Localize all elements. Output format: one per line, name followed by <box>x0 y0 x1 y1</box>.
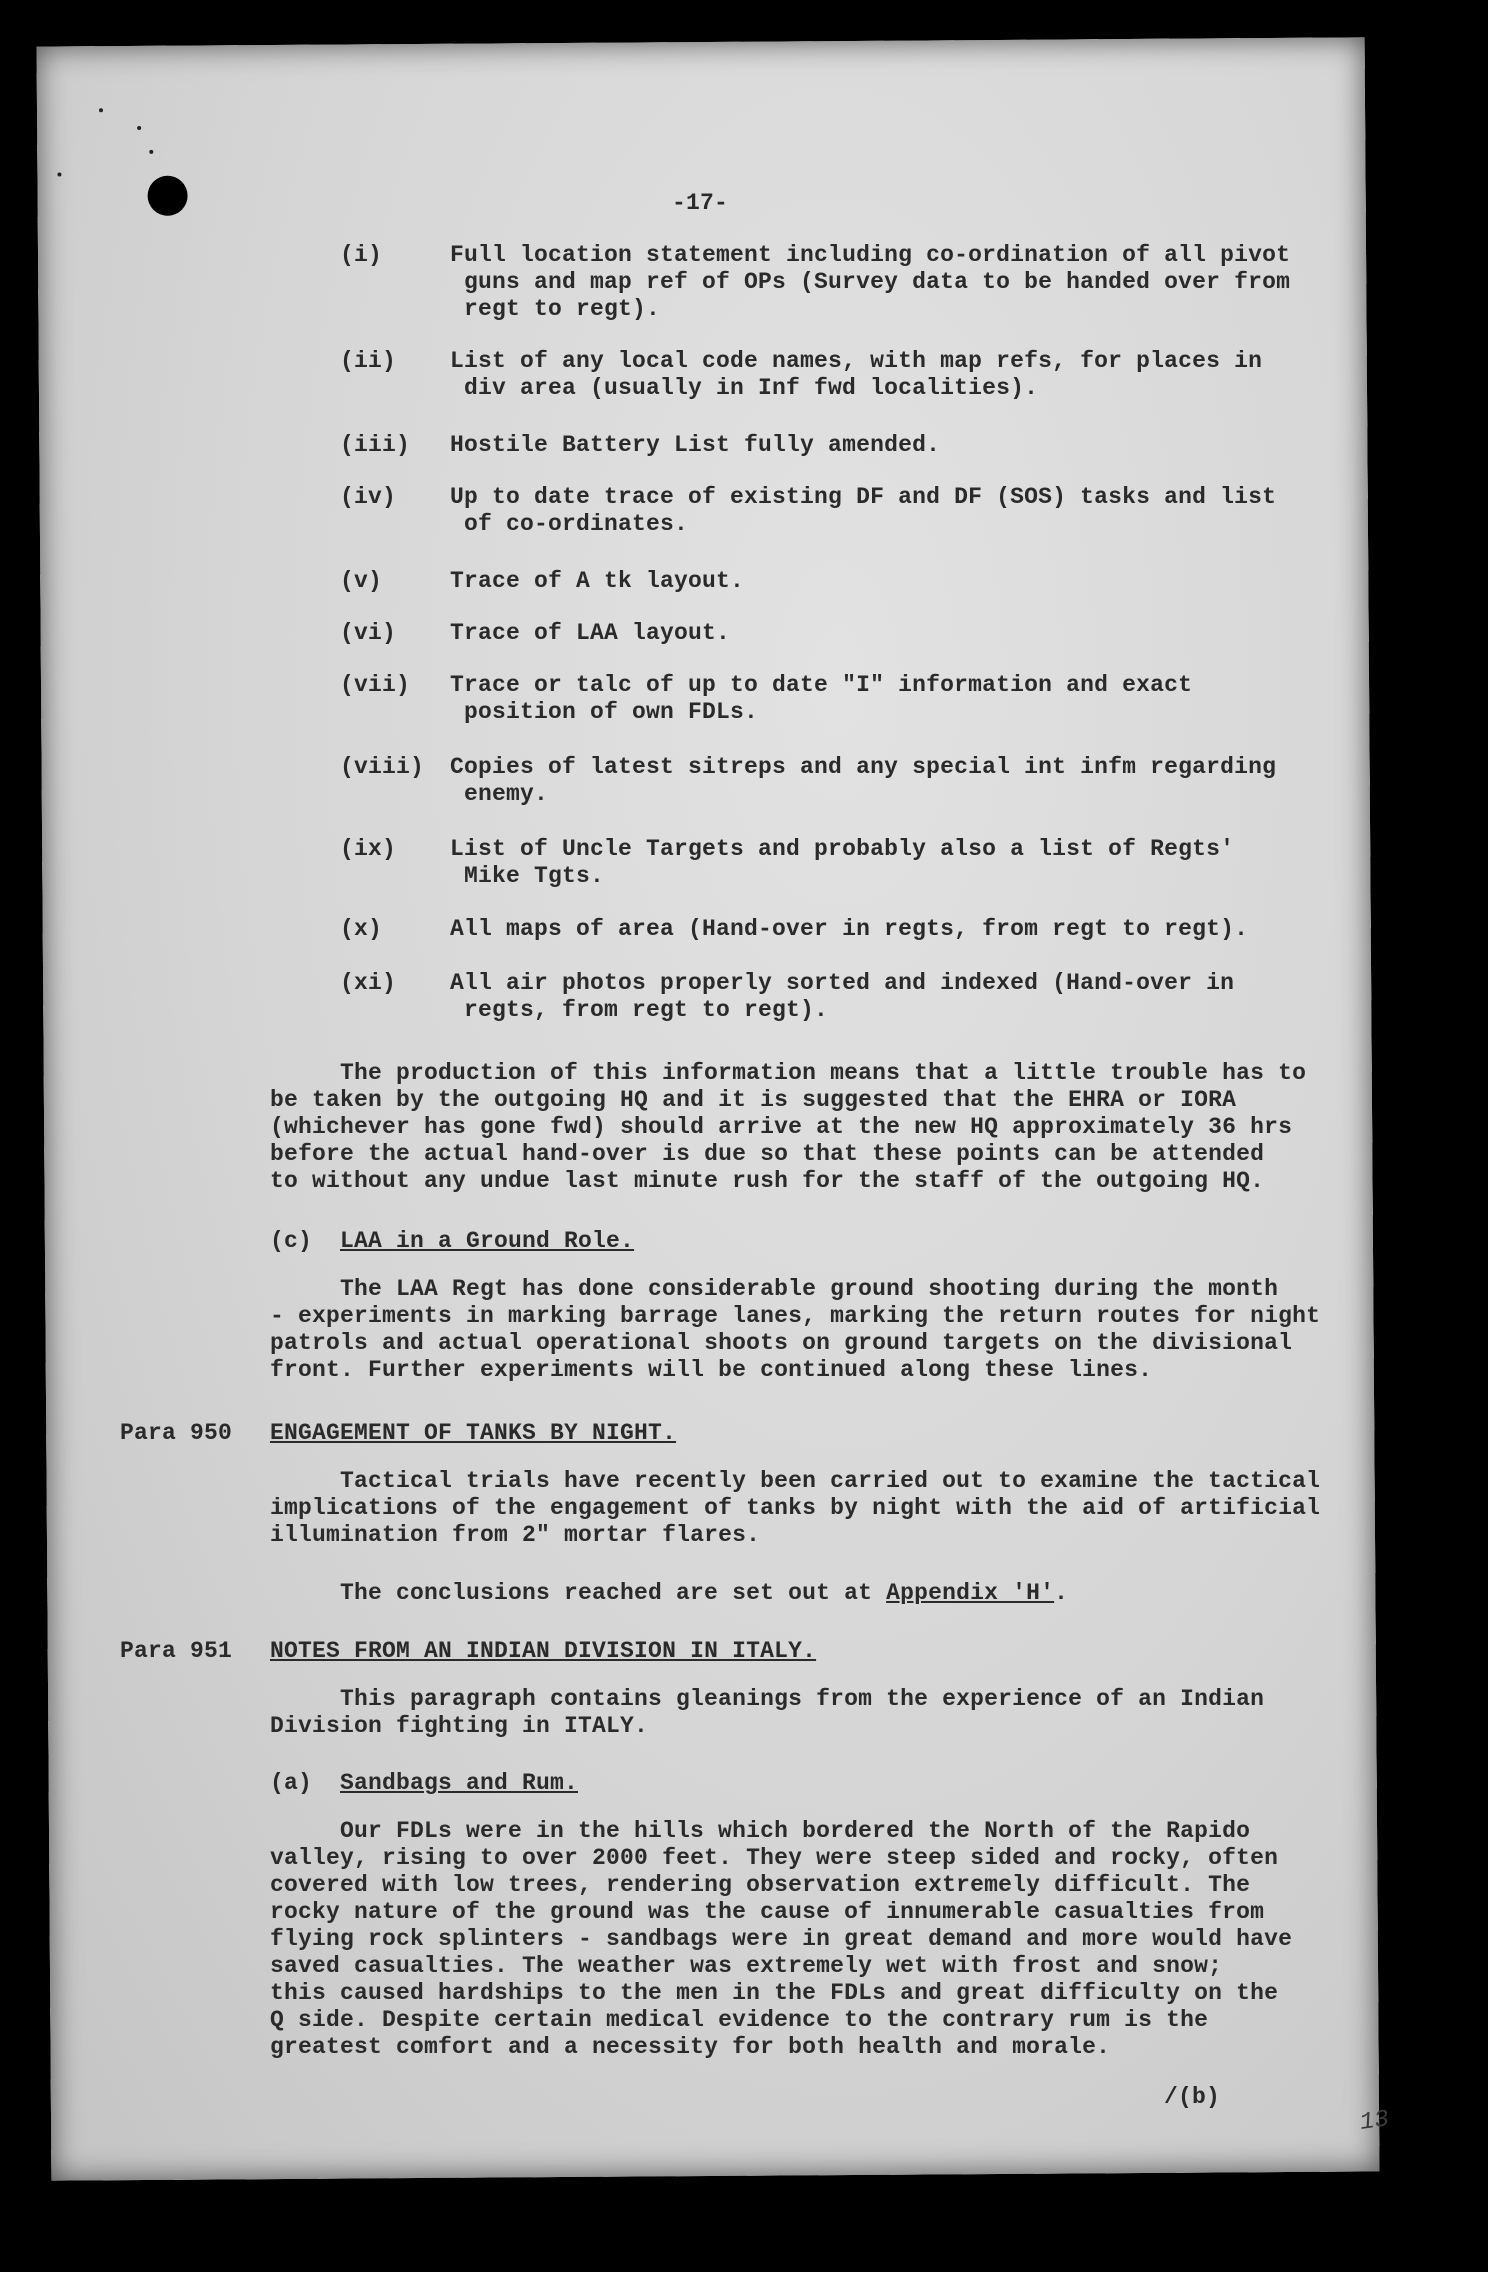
text-line: valley, rising to over 2000 feet. They were steep sided and rocky, often <box>270 1845 1279 1871</box>
text-line: greatest comfort and a necessity for both health and morale. <box>270 2034 1111 2060</box>
text-line: All maps of area (Hand-over in regts, from regt to regt). <box>450 916 1249 942</box>
punch-hole <box>147 176 187 216</box>
speck <box>149 150 153 154</box>
folio-number: 13 <box>1358 2106 1391 2137</box>
list-item-text <box>450 568 744 595</box>
section-a-letter: (a) <box>270 1770 313 1796</box>
section-a-title: Sandbags and Rum. <box>340 1770 579 1796</box>
list-item-text <box>450 620 730 647</box>
text-line: patrols and actual operational shoots on ground targets on the divisional <box>270 1330 1293 1356</box>
para-951-body <box>270 1818 1292 2061</box>
text-line: to without any undue last minute rush for the staff of the outgoing HQ. <box>270 1168 1265 1194</box>
text-line: position of own FDLs. <box>464 699 759 725</box>
para-950-heading: ENGAGEMENT OF TANKS BY NIGHT. <box>270 1420 677 1446</box>
text-line: guns and map ref of OPs (Survey data to be handed over from <box>464 269 1291 295</box>
text-line: Our FDLs were in the hills which bordered the North of the Rapido <box>340 1818 1251 1844</box>
text-line: Trace of LAA layout. <box>450 620 731 646</box>
text-line: Full location statement including co-ordination of all pivot <box>450 242 1291 268</box>
conclusion-suffix: . <box>1054 1580 1069 1606</box>
text-line: flying rock splinters - sandbags were in great demand and more would have <box>270 1926 1293 1952</box>
list-item-text <box>450 432 940 459</box>
speck <box>137 126 141 130</box>
section-c-letter: (c) <box>270 1228 313 1254</box>
list-item-text <box>450 836 1234 890</box>
text-line: rocky nature of the ground was the cause of innumerable casualties from <box>270 1899 1265 1925</box>
text-line: saved casualties. The weather was extremely wet with frost and snow; <box>270 1953 1223 1979</box>
speck <box>99 108 103 112</box>
text-line: front. Further experiments will be continued along these lines. <box>270 1357 1153 1383</box>
list-item-text <box>450 242 1290 323</box>
text-line: enemy. <box>464 781 549 807</box>
para-951-heading: NOTES FROM AN INDIAN DIVISION IN ITALY. <box>270 1638 817 1664</box>
text-line: - experiments in marking barrage lanes, marking the return routes for night <box>270 1303 1321 1329</box>
text-line: List of any local code names, with map refs, for places in <box>450 348 1263 374</box>
text-line: Copies of latest sitreps and any special int infm regarding <box>450 754 1277 780</box>
list-item-number: (v) <box>340 568 383 594</box>
text-line: Q side. Despite certain medical evidence to the contrary rum is the <box>270 2007 1209 2033</box>
text-line: be taken by the outgoing HQ and it is suggested that the EHRA or IORA <box>270 1087 1237 1113</box>
text-line: of co-ordinates. <box>464 511 689 537</box>
list-item-text <box>450 348 1262 402</box>
page-number: -17- <box>672 190 729 216</box>
list-item-number: (viii) <box>340 754 425 780</box>
list-item-number: (x) <box>340 916 383 942</box>
para-951-intro <box>270 1686 1264 1740</box>
list-item-text <box>450 916 1248 943</box>
appendix-reference: Appendix 'H' <box>886 1580 1055 1606</box>
speck <box>57 172 61 176</box>
list-item-text <box>450 484 1276 538</box>
para-951-label: Para 951 <box>120 1638 233 1664</box>
text-line: The LAA Regt has done considerable ground shooting during the month <box>340 1276 1279 1302</box>
text-line: All air photos properly sorted and indexed (Hand-over in <box>450 970 1235 996</box>
list-item-text <box>450 754 1276 808</box>
list-item-text <box>450 672 1192 726</box>
list-item-text <box>450 970 1234 1024</box>
text-line: Hostile Battery List fully amended. <box>450 432 941 458</box>
list-item-number: (vi) <box>340 620 397 646</box>
conclusion-prefix: The conclusions reached are set out at <box>340 1580 887 1606</box>
production-paragraph <box>270 1060 1306 1195</box>
section-c-body <box>270 1276 1320 1384</box>
text-line: The production of this information means that a little trouble has to <box>340 1060 1307 1086</box>
para-950-conclusion <box>270 1580 1068 1607</box>
list-item-number: (iii) <box>340 432 411 458</box>
section-c-title: LAA in a Ground Role. <box>340 1228 635 1254</box>
list-item-number: (ix) <box>340 836 397 862</box>
text-line: Mike Tgts. <box>464 863 605 889</box>
text-line: (whichever has gone fwd) should arrive at the new HQ approximately 36 hrs <box>270 1114 1293 1140</box>
text-line: This paragraph contains gleanings from the experience of an Indian <box>340 1686 1265 1712</box>
para-950-body <box>270 1468 1320 1549</box>
text-line: regt to regt). <box>464 296 661 322</box>
text-line: Division fighting in ITALY. <box>270 1713 649 1739</box>
text-line: Up to date trace of existing DF and DF (SOS) tasks and list <box>450 484 1277 510</box>
text-line: div area (usually in Inf fwd localities). <box>464 375 1039 401</box>
text-line: regts, from regt to regt). <box>464 997 829 1023</box>
list-item-number: (xi) <box>340 970 397 996</box>
text-line: illumination from 2" mortar flares. <box>270 1522 761 1548</box>
para-950-label: Para 950 <box>120 1420 233 1446</box>
continuation-marker: /(b) <box>1164 2084 1221 2110</box>
list-item-number: (ii) <box>340 348 397 374</box>
text-line: before the actual hand-over is due so that these points can be attended <box>270 1141 1265 1167</box>
list-item-number: (iv) <box>340 484 397 510</box>
list-item-number: (i) <box>340 242 383 268</box>
text-line: List of Uncle Targets and probably also a list of Regts' <box>450 836 1235 862</box>
text-line: Tactical trials have recently been carried out to examine the tactical <box>340 1468 1321 1494</box>
list-item-number: (vii) <box>340 672 411 698</box>
text-line: Trace or talc of up to date "I" information and exact <box>450 672 1193 698</box>
text-line: this caused hardships to the men in the FDLs and great difficulty on the <box>270 1980 1279 2006</box>
text-line: covered with low trees, rendering observation extremely difficult. The <box>270 1872 1251 1898</box>
text-line: Trace of A tk layout. <box>450 568 745 594</box>
text-line: implications of the engagement of tanks by night with the aid of artificial <box>270 1495 1321 1521</box>
